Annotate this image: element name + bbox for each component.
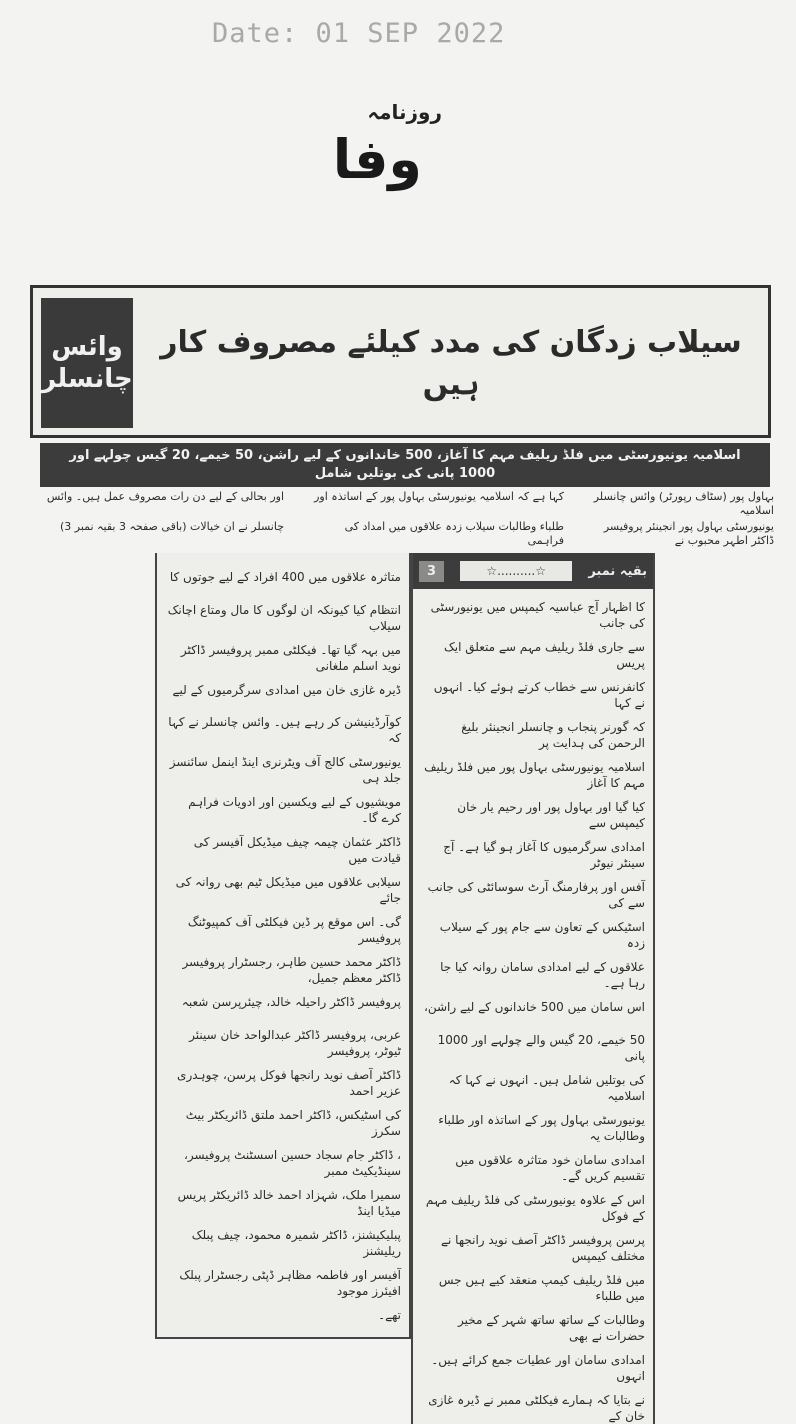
- text-line: کا اظہار آج عباسیہ کیمپس میں یونیورسٹی کی جانب: [430, 600, 645, 630]
- text-line: میں بہہ گیا تھا۔ فیکلٹی ممبر پروفیسر ڈاکٹر نوید اسلم ملغانی: [180, 642, 401, 673]
- intro-column-2: [309, 490, 564, 550]
- text-line: اسلامیہ یونیورسٹی بہاول پور میں فلڈ ریلیف مہم کا آغاز: [424, 760, 645, 790]
- intro-line: یونیورسٹی بہاول پور انجینئر پروفیسر ڈاکٹر اطہر محبوب نے: [603, 520, 774, 547]
- text-line: پرسن پروفیسر ڈاکٹر آصف نوید رانجھا نے مختلف کیمپس: [440, 1232, 645, 1263]
- text-line: تھے۔: [378, 1307, 401, 1322]
- text-line: انتظام کیا کیونکہ ان لوگوں کا مال ومتاع اچانک سیلاب: [167, 602, 401, 633]
- text-line: اس سامان میں 500 خاندانوں کے لیے راشن،: [423, 1000, 645, 1014]
- intro-line: چانسلر نے ان خیالات (باقی صفحہ 3 بقیہ نمبر 3): [59, 520, 284, 533]
- text-line: سیلابی علاقوں میں میڈیکل ٹیم بھی روانہ کی جائے: [175, 875, 401, 905]
- masthead-prefix: روزنامہ: [367, 100, 442, 124]
- subheadline: اسلامیہ یونیورسٹی میں فلڈ ریلیف مہم کا آغاز، 500 خاندانوں کے لیے راشن، 50 خیمے، 20 گیس چولہے اور 1000 پانی کی بوتلیں شامل: [40, 443, 770, 487]
- text-line: ڈاکٹر محمد حسین طاہر، رجسٹرار پروفیسر ڈاکٹر معظم جمیل،: [182, 955, 401, 985]
- text-line: متاثرہ علاقوں میں 400 افراد کے لیے جوتوں کا: [169, 570, 401, 584]
- text-line: کوآرڈینیشن کر رہے ہیں۔ وائس چانسلر نے کہا کہ: [168, 715, 401, 745]
- text-line: کی اسٹیکس، ڈاکٹر احمد ملتق ڈائریکٹر بیٹ سکرز: [185, 1107, 401, 1138]
- headline-title: سیلاب زدگان کی مدد کیلئے مصروف کار ہیں: [160, 325, 742, 402]
- text-line: سے جاری فلڈ ریلیف مہم سے متعلق ایک پریس: [444, 640, 645, 670]
- text-line: سمیرا ملک، شہزاد احمد خالد ڈائریکٹر پریس میڈیا اینڈ: [177, 1187, 401, 1218]
- text-line: علاقوں کے لیے امدادی سامان روانہ کیا جا رہا ہے۔: [440, 960, 645, 990]
- headline-box: [30, 285, 771, 438]
- text-line: اس کے علاوہ یونیورسٹی کی فلڈ ریلیف مہم کے فوکل: [425, 1192, 645, 1223]
- text-line: یونیورسٹی بہاول پور کے اساتذہ اور طلباء وطالبات یہ: [438, 1112, 645, 1143]
- continuation-column: [411, 553, 655, 1424]
- text-line: کانفرنس سے خطاب کرتے ہوئے کیا۔ انہوں نے کہا: [433, 680, 645, 710]
- continuation-header: [413, 553, 653, 589]
- text-line: گی۔ اس موقع پر ڈین فیکلٹی آف کمپیوٹنگ پروفیسر: [187, 915, 401, 945]
- newspaper-masthead: [320, 100, 450, 200]
- text-line: پبلیکیشنز، ڈاکٹر شمیرہ محمود، چیف پبلک ریلیشنز: [191, 1227, 401, 1258]
- text-line: کہ گورنر پنجاب و چانسلر انجینئر بلیغ الرحمن کی ہدایت پر: [461, 720, 645, 750]
- text-line: امدادی سامان اور عطیات جمع کرائے ہیں۔ انہوں: [431, 1352, 645, 1383]
- left-article-text: [165, 561, 401, 1331]
- intro-column-3: [34, 490, 284, 550]
- headline-side-label: [41, 298, 133, 428]
- side-label-line: چانسلر: [41, 364, 133, 394]
- text-line: مویشیوں کے لیے ویکسین اور ادویات فراہم کرے گا۔: [188, 795, 401, 825]
- text-line: وطالبات کے ساتھ ساتھ شہر کے مخیر حضرات نے بھی: [458, 1312, 645, 1343]
- text-line: ڈاکٹر عثمان چیمہ چیف میڈیکل آفیسر کی قیادت میں: [193, 835, 401, 865]
- masthead-name: وفا: [332, 128, 422, 191]
- intro-line: بہاول پور (سٹاف رپورٹر) وائس چانسلر اسلامیہ: [593, 490, 774, 517]
- text-line: عربی، پروفیسر ڈاکٹر عبدالواحد خان سینئر ٹیوٹر، پروفیسر: [189, 1027, 401, 1058]
- intro-column-1: [589, 490, 774, 550]
- side-label-line: وائس: [51, 331, 123, 362]
- text-line: آفیسر اور فاطمہ مظاہر ڈپٹی رجسٹرار پبلک افیئرز موجود: [179, 1267, 401, 1298]
- text-line: آفس اور پرفارمنگ آرٹ سوسائٹی کی جانب سے کی: [427, 880, 645, 910]
- text-line: امدادی سامان خود متاثرہ علاقوں میں تقسیم کریں گے۔: [455, 1152, 645, 1183]
- text-line: نے بتایا کہ ہمارے فیکلٹی ممبر نے ڈیرہ غازی خان کے: [428, 1392, 645, 1423]
- intro-line: کہا ہے کہ اسلامیہ یونیورسٹی بہاول پور کے اساتذہ اور: [314, 490, 564, 503]
- text-line: اسٹیکس کے تعاون سے جام پور کے سیلاب زدہ: [439, 920, 645, 950]
- text-line: ڈاکٹر آصف نوید رانجھا فوکل پرسن، چوہدری عزیر احمد: [177, 1067, 401, 1098]
- star-divider: ☆..........☆: [460, 561, 572, 581]
- text-line: پروفیسر ڈاکٹر راحیلہ خالد، چیئرپرسن شعبہ: [181, 995, 401, 1009]
- intro-line: طلباء وطالبات سیلاب زدہ علاقوں میں امداد کی فراہمی: [344, 520, 564, 547]
- text-line: امدادی سرگرمیوں کا آغاز ہو گیا ہے۔ آج سینٹر نیوٹر: [443, 840, 645, 870]
- text-line: کی بوتلیں شامل ہیں۔ انہوں نے کہا کہ اسلامیہ: [448, 1072, 645, 1103]
- left-article-column: [155, 553, 411, 1339]
- text-line: ، ڈاکٹر جام سجاد حسین اسسٹنٹ پروفیسر، سینڈیکیٹ ممبر: [183, 1147, 401, 1178]
- date-stamp: Date: 01 SEP 2022: [212, 18, 506, 49]
- text-line: 50 خیمے، 20 گیس والے چولہے اور 1000 پانی: [437, 1032, 645, 1063]
- text-line: ڈیرہ غازی خان میں امدادی سرگرمیوں کے لیے: [172, 682, 401, 697]
- text-line: یونیورسٹی کالج آف ویٹرنری اینڈ اینمل سائنسز جلد ہی: [169, 755, 401, 785]
- continuation-number: 3: [419, 561, 444, 582]
- continuation-label: بقیہ نمبر: [588, 563, 647, 579]
- text-line: میں فلڈ ریلیف کیمپ منعقد کیے ہیں جس میں طلباء: [438, 1272, 645, 1303]
- intro-line: اور بحالی کے لیے دن رات مصروف عمل ہیں۔ وائس: [46, 490, 284, 503]
- text-line: کیا گیا اور بہاول پور اور رحیم یار خان کیمپس سے: [457, 800, 645, 830]
- continuation-text: [421, 591, 645, 1424]
